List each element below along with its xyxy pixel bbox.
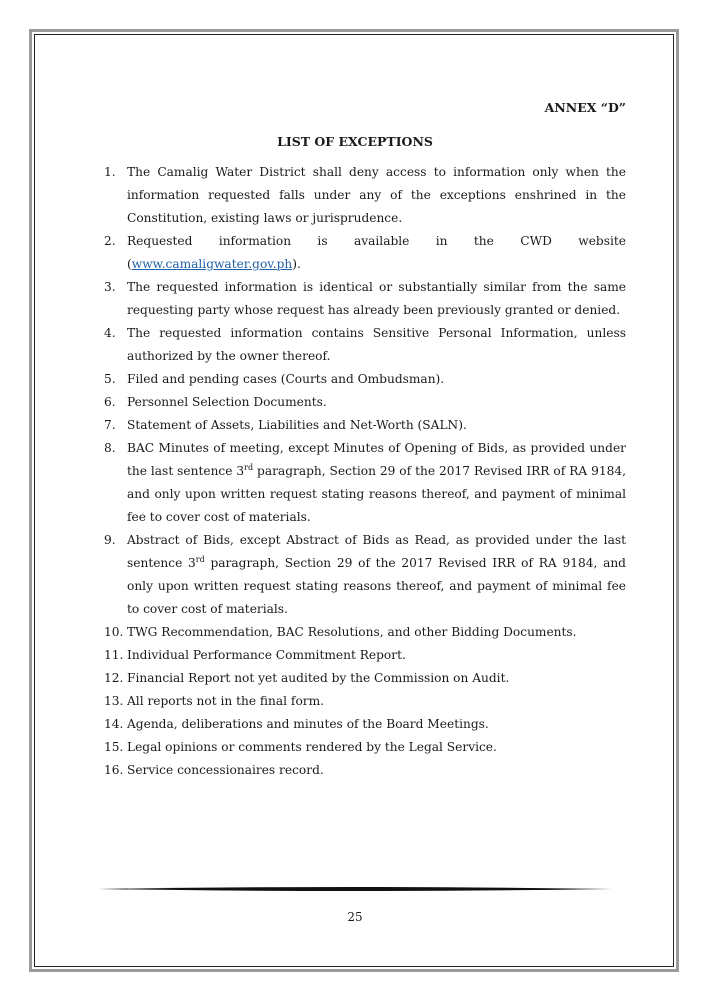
item-number: 6. [104, 395, 116, 409]
ordinal-suffix: rd [244, 462, 254, 472]
item-text: The requested information is identical or substantially similar from the same requesting party whose request has already been previously granted or denied. [127, 280, 626, 317]
item-number: 4. [104, 326, 116, 340]
item-text: Service concessionaires record. [127, 763, 324, 777]
list-item [104, 644, 626, 667]
exceptions-list [104, 161, 626, 782]
item-text: All reports not in the final form. [127, 694, 325, 708]
list-item [104, 529, 626, 621]
item-number: 12. [104, 671, 124, 685]
list-item [104, 276, 626, 322]
website-link[interactable]: www.camaligwater.gov.ph [131, 257, 293, 271]
list-item [104, 736, 626, 759]
item-text: Abstract of Bids, except Abstract of Bids as Read, as provided under the last sentence 3 [127, 533, 626, 570]
footer-rule [98, 886, 612, 892]
list-item [104, 713, 626, 736]
item-text: Legal opinions or comments rendered by the Legal Service. [127, 740, 497, 754]
list-item [104, 230, 626, 276]
item-number: 15. [104, 740, 124, 754]
list-item [104, 690, 626, 713]
item-text: Individual Performance Commitment Report. [127, 648, 406, 662]
item-text: TWG Recommendation, BAC Resolutions, and other Bidding Documents. [127, 625, 577, 639]
item-number: 5. [104, 372, 116, 386]
item-text-end: ). [292, 257, 301, 271]
list-item [104, 621, 626, 644]
list-item [104, 414, 626, 437]
page-number: 25 [347, 910, 363, 924]
list-item [104, 322, 626, 368]
item-text: The Camalig Water District shall deny access to information only when the information requested falls under any of the exceptions enshrined in the Constitution, existing laws or jurisprudence. [127, 165, 626, 225]
list-item [104, 667, 626, 690]
item-number: 9. [104, 533, 116, 547]
list-item [104, 368, 626, 391]
item-text: Filed and pending cases (Courts and Ombudsman). [127, 372, 445, 386]
item-text: Agenda, deliberations and minutes of the Board Meetings. [127, 717, 489, 731]
item-number: 13. [104, 694, 124, 708]
item-number: 3. [104, 280, 116, 294]
item-text: Personnel Selection Documents. [127, 395, 327, 409]
item-text: Statement of Assets, Liabilities and Net-Worth (SALN). [127, 418, 467, 432]
ordinal-suffix: rd [195, 554, 205, 564]
item-text: The requested information contains Sensitive Personal Information, unless authorized by the owner thereof. [127, 326, 626, 363]
item-number: 14. [104, 717, 124, 731]
item-number: 16. [104, 763, 124, 777]
item-number: 1. [104, 165, 116, 179]
item-number: 10. [104, 625, 124, 639]
annex-label: ANNEX “D” [544, 100, 626, 115]
item-text: BAC Minutes of meeting, except Minutes of Opening of Bids, as provided under the last sentence 3 [127, 441, 626, 478]
item-number: 11. [104, 648, 124, 662]
item-text: Financial Report not yet audited by the Commission on Audit. [127, 671, 510, 685]
list-item [104, 759, 626, 782]
item-text-end: paragraph, Section 29 of the 2017 Revised IRR of RA 9184, and only upon written request stating reasons thereof, and payment of minimal fee to cover cost of materials. [127, 556, 626, 616]
page-title: LIST OF EXCEPTIONS [277, 134, 433, 149]
item-number: 7. [104, 418, 116, 432]
item-text: Requested information is available in the CWD website ( [127, 234, 626, 271]
list-item [104, 161, 626, 230]
list-item [104, 437, 626, 529]
item-text-end: paragraph, Section 29 of the 2017 Revised IRR of RA 9184, and only upon written request stating reasons thereof, and payment of minimal fee to cover cost of materials. [127, 464, 627, 524]
item-number: 2. [104, 234, 116, 248]
list-item [104, 391, 626, 414]
item-number: 8. [104, 441, 116, 455]
